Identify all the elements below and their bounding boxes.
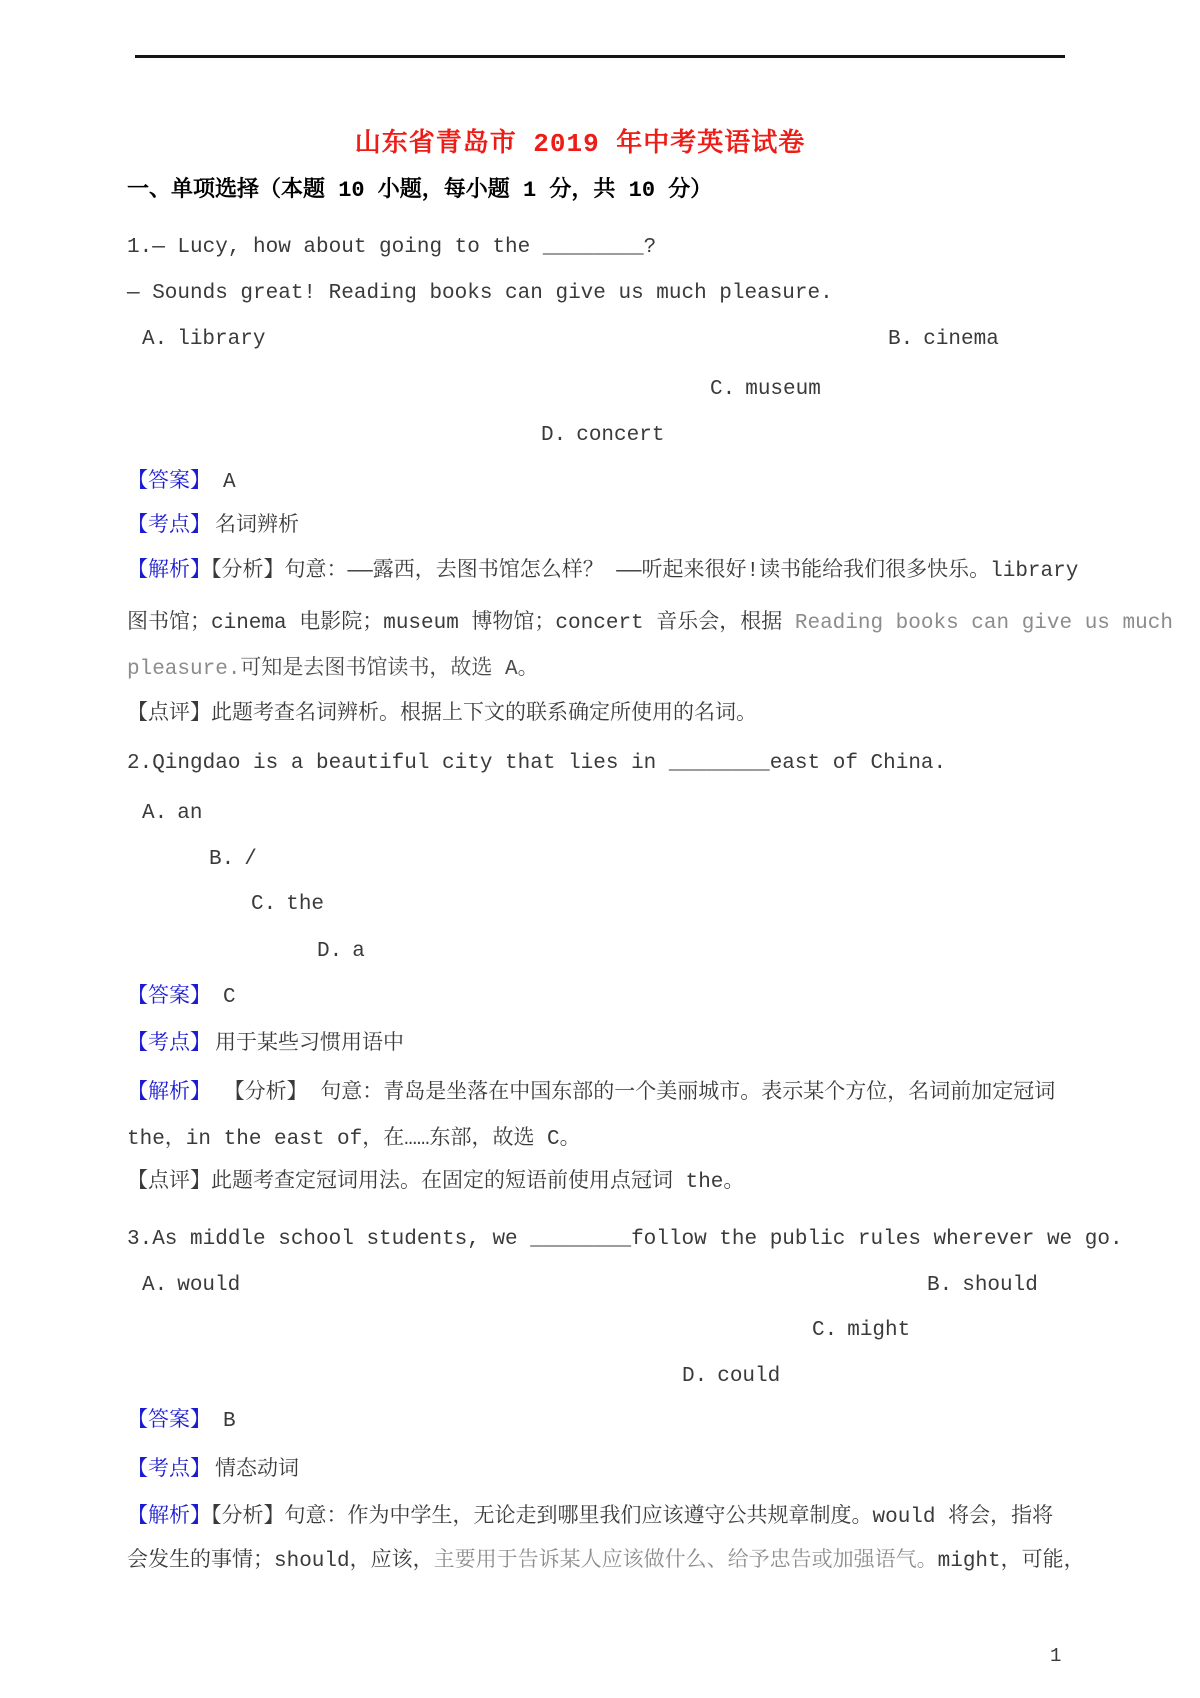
- q2-keypoint-line: [127, 1030, 404, 1060]
- q3-option-c: [812, 1316, 910, 1346]
- q2-option-b-label: B.: [209, 848, 235, 871]
- q2-option-b-text: /: [244, 848, 257, 871]
- q1-option-c: [710, 375, 821, 405]
- q3-option-d-text: could: [717, 1365, 781, 1388]
- section-heading: 一、单项选择（本题 10 小题，每小题 1 分，共 10 分）: [127, 178, 713, 203]
- q3-option-a-text: would: [177, 1274, 241, 1297]
- q2-prompt-line1: 2.Qingdao is a beautiful city that lies in ________east of China.: [127, 752, 947, 775]
- q3-option-b: [927, 1271, 1038, 1301]
- q2-option-c-label: C.: [251, 893, 277, 916]
- q1-analysis-text3-dark: 可知是去图书馆读书，故选 A。: [240, 658, 539, 681]
- q3-option-b-label: B.: [927, 1274, 953, 1297]
- q2-option-c-text: the: [286, 893, 325, 916]
- q1-prompt-line2: — Sounds great! Reading books can give us much pleasure.: [127, 282, 833, 305]
- answer-label: 【答案】: [127, 986, 211, 1009]
- q2-option-d-text: a: [352, 940, 365, 963]
- q3-analysis-text1: 【分析】句意：作为中学生，无论走到哪里我们应该遵守公共规章制度。would 将会，指将: [211, 1506, 1054, 1529]
- q1-analysis-text1: 【分析】句意：——露西，去图书馆怎么样？ ——听起来很好!读书能给我们很多快乐。library: [211, 560, 1079, 583]
- q3-option-b-text: should: [962, 1274, 1038, 1297]
- q3-analysis-line1: [127, 1503, 1053, 1533]
- q1-option-a: [142, 325, 265, 355]
- q1-answer-value: A: [223, 471, 236, 494]
- q3-keypoint-value: 情态动词: [215, 1459, 299, 1482]
- q3-keypoint-line: [127, 1456, 299, 1486]
- keypoint-label: 【考点】: [127, 1459, 211, 1482]
- q2-option-c: [251, 890, 324, 920]
- q2-answer-value: C: [223, 986, 236, 1009]
- q1-comment-line: 【点评】此题考查名词辨析。根据上下文的联系确定所使用的名词。: [127, 703, 757, 726]
- q2-option-b: [209, 845, 257, 875]
- q2-keypoint-value: 用于某些习惯用语中: [215, 1033, 404, 1056]
- q1-analysis-text2-black: 图书馆；cinema 电影院；museum 博物馆；concert 音乐会，根据: [127, 612, 795, 635]
- q1-option-a-label: A.: [142, 328, 168, 351]
- q2-option-a-text: an: [177, 802, 203, 825]
- q3-option-a: [142, 1271, 240, 1301]
- keypoint-label: 【考点】: [127, 1033, 211, 1056]
- q1-analysis-line3: [127, 655, 539, 685]
- q1-option-c-text: museum: [745, 378, 821, 401]
- q3-prompt-line1: 3.As middle school students, we ________follow the public rules wherever we go.: [127, 1228, 1123, 1251]
- q1-option-b-text: cinema: [923, 328, 999, 351]
- q1-analysis-text2-gray: Reading books can give us much: [794, 612, 1173, 635]
- analysis-label: 【解析】: [127, 1082, 211, 1105]
- q3-option-d-label: D.: [682, 1365, 708, 1388]
- q2-option-a-label: A.: [142, 802, 168, 825]
- top-rule: [135, 55, 1065, 58]
- q3-analysis-line2: [127, 1547, 1085, 1577]
- q1-option-d-text: concert: [576, 424, 665, 447]
- q3-option-d: [682, 1362, 780, 1392]
- q1-analysis-line2: [127, 609, 1173, 639]
- exam-title: 山东省青岛市 2019 年中考英语试卷: [354, 129, 806, 159]
- q1-answer-line: [127, 468, 236, 498]
- q1-option-c-label: C.: [710, 378, 736, 401]
- answer-label: 【答案】: [127, 471, 211, 494]
- q2-analysis-line2: the，in the east of，在……东部，故选 C。: [127, 1128, 581, 1151]
- q2-analysis-text1: 【分析】 句意：青岛是坐落在中国东部的一个美丽城市。表示某个方位，名词前加定冠词: [211, 1082, 1056, 1105]
- q3-option-c-text: might: [847, 1319, 911, 1342]
- keypoint-label: 【考点】: [127, 515, 211, 538]
- q1-analysis-line1: [127, 557, 1078, 587]
- q2-comment-line: 【点评】此题考查定冠词用法。在固定的短语前使用点冠词 the。: [127, 1171, 745, 1194]
- q1-keypoint-line: [127, 512, 299, 542]
- q3-option-a-label: A.: [142, 1274, 168, 1297]
- q1-keypoint-value: 名词辨析: [215, 515, 299, 538]
- q2-option-d-label: D.: [317, 940, 343, 963]
- q1-option-d-label: D.: [541, 424, 567, 447]
- q3-answer-line: [127, 1407, 236, 1437]
- q3-analysis-text2-gray: 主要用于告诉某人应该做什么、给予忠告或加强语气。: [433, 1550, 938, 1573]
- q2-answer-line: [127, 983, 236, 1013]
- q1-option-a-text: library: [177, 328, 266, 351]
- q2-option-a: [142, 799, 202, 829]
- analysis-label: 【解析】: [127, 1506, 211, 1529]
- q3-option-c-label: C.: [812, 1319, 838, 1342]
- q1-prompt-line1: 1.— Lucy, how about going to the ________?: [127, 236, 657, 259]
- analysis-label: 【解析】: [127, 560, 211, 583]
- q1-option-b: [888, 325, 999, 355]
- page-number: 1: [1050, 1645, 1062, 1667]
- q2-option-d: [317, 937, 365, 967]
- q1-option-d: [541, 421, 664, 451]
- answer-label: 【答案】: [127, 1410, 211, 1433]
- q2-analysis-line1: [127, 1079, 1055, 1109]
- q3-analysis-text2-black: 会发生的事情；should，应该，: [127, 1550, 434, 1573]
- q3-answer-value: B: [223, 1410, 236, 1433]
- q3-analysis-text2-tail: might，可能，: [937, 1550, 1085, 1573]
- q1-analysis-text3-gray: pleasure.: [127, 658, 241, 681]
- q1-option-b-label: B.: [888, 328, 914, 351]
